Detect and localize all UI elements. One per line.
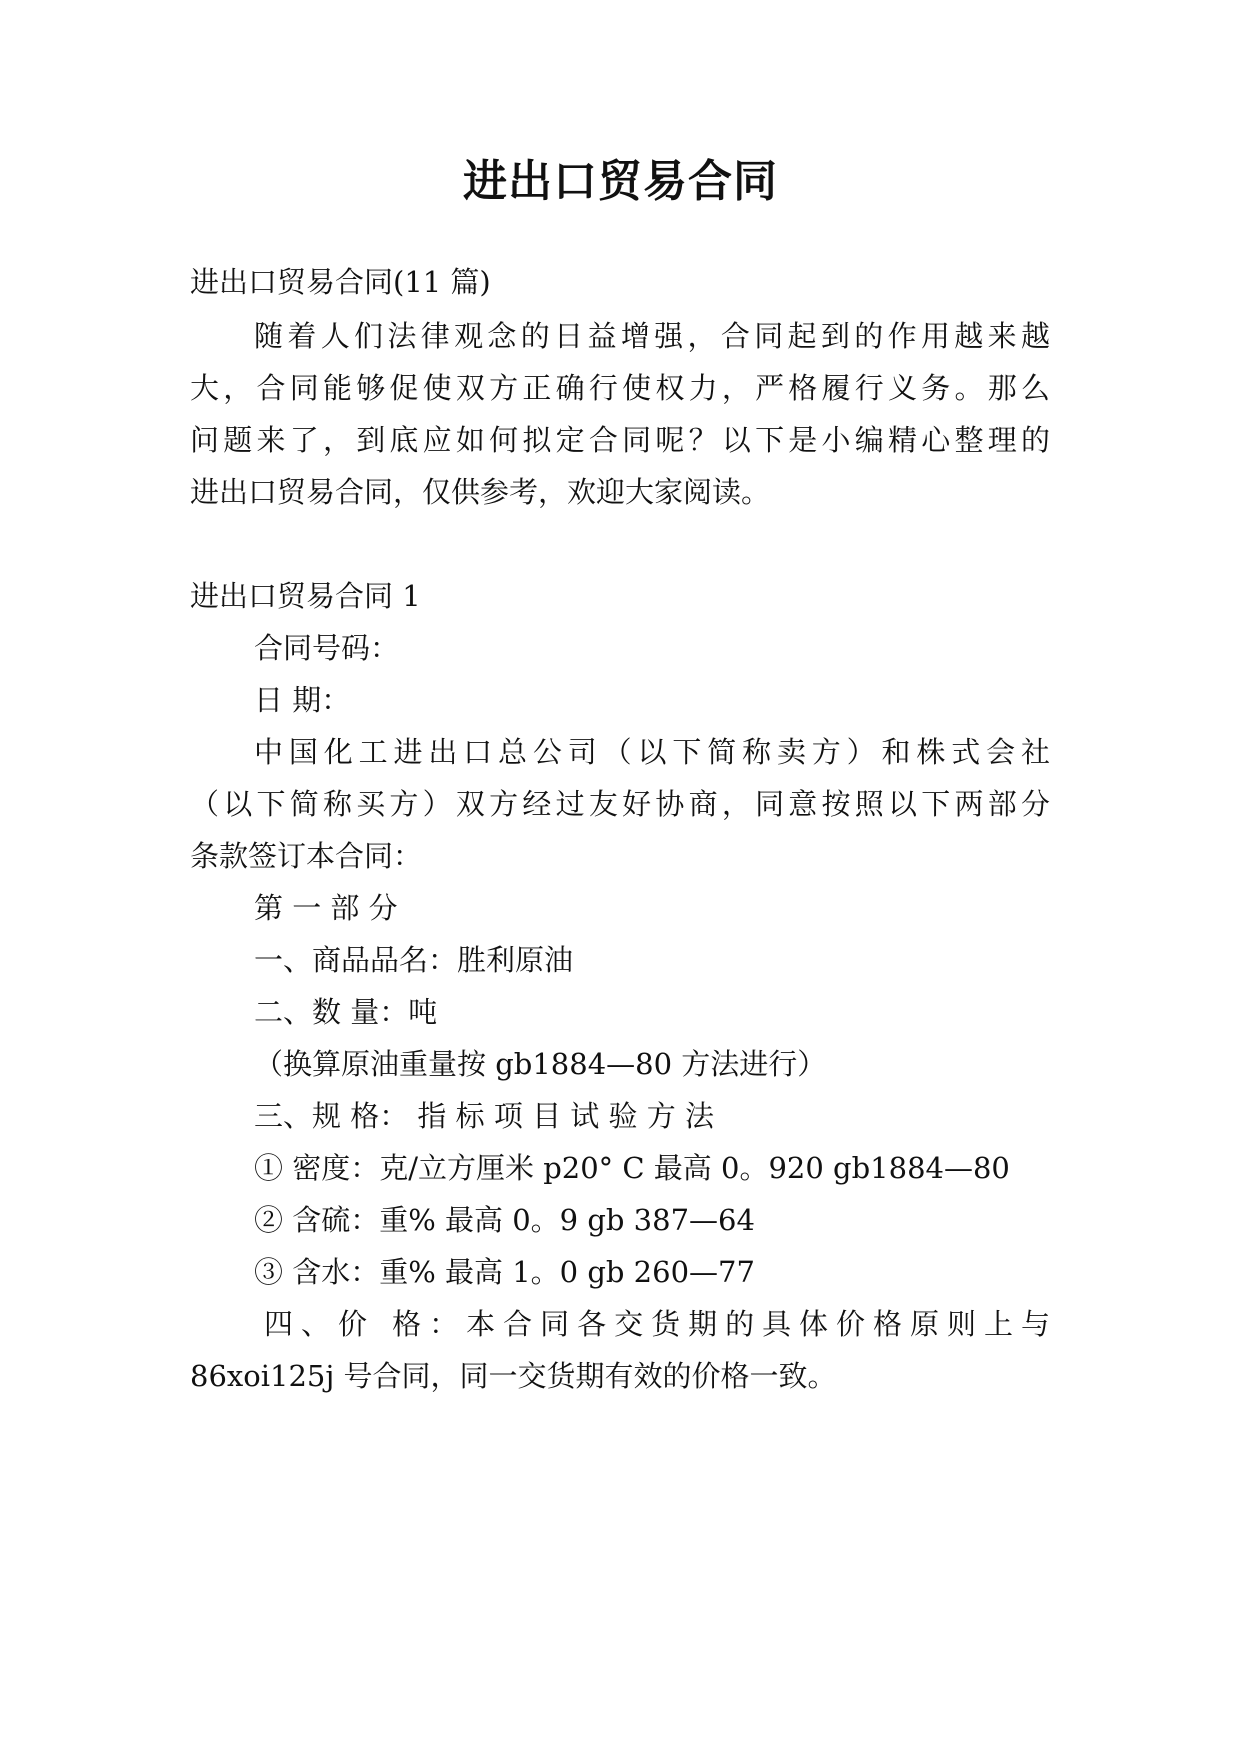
document-title: 进出口贸易合同 [463, 156, 778, 207]
item-price-line-1: 四、价 格：本合同各交货期的具体价格原则上与 [264, 1307, 1050, 1341]
item-specification: 三、规 格： 指 标 项 目 试 验 方 法 [254, 1099, 714, 1133]
contract-number-label: 合同号码： [254, 631, 400, 665]
document-subtitle: 进出口贸易合同(11 篇) [190, 265, 491, 299]
parties-line-3: 条款签订本合同： [190, 839, 423, 873]
item-product-name: 一、商品品名：胜利原油 [254, 943, 574, 977]
part-one-heading: 第 一 部 分 [254, 891, 398, 925]
intro-line-2: 大，合同能够促使双方正确行使权力，严格履行义务。那么 [190, 371, 1050, 405]
parties-line-1: 中国化工进出口总公司（以下简称卖方）和株式会社 [254, 735, 1050, 769]
date-label: 日 期： [254, 683, 351, 717]
intro-line-3: 问题来了，到底应如何拟定合同呢？以下是小编精心整理的 [190, 423, 1050, 457]
spec-density: ① 密度：克/立方厘米 p20° C 最高 0。920 gb1884—80 [254, 1151, 1010, 1185]
item-price-line-2: 86xoi125j 号合同，同一交货期有效的价格一致。 [190, 1359, 837, 1393]
conversion-note: （换算原油重量按 gb1884—80 方法进行） [254, 1047, 827, 1081]
parties-line-2: （以下简称买方）双方经过友好协商，同意按照以下两部分 [190, 787, 1050, 821]
intro-line-4: 进出口贸易合同，仅供参考，欢迎大家阅读。 [190, 475, 771, 509]
spec-sulfur: ② 含硫：重% 最高 0。9 gb 387—64 [254, 1203, 755, 1237]
section-heading: 进出口贸易合同 1 [190, 579, 421, 613]
item-quantity: 二、数 量：吨 [254, 995, 438, 1029]
intro-line-1: 随着人们法律观念的日益增强，合同起到的作用越来越 [254, 319, 1050, 353]
spec-water: ③ 含水：重% 最高 1。0 gb 260—77 [254, 1255, 755, 1289]
